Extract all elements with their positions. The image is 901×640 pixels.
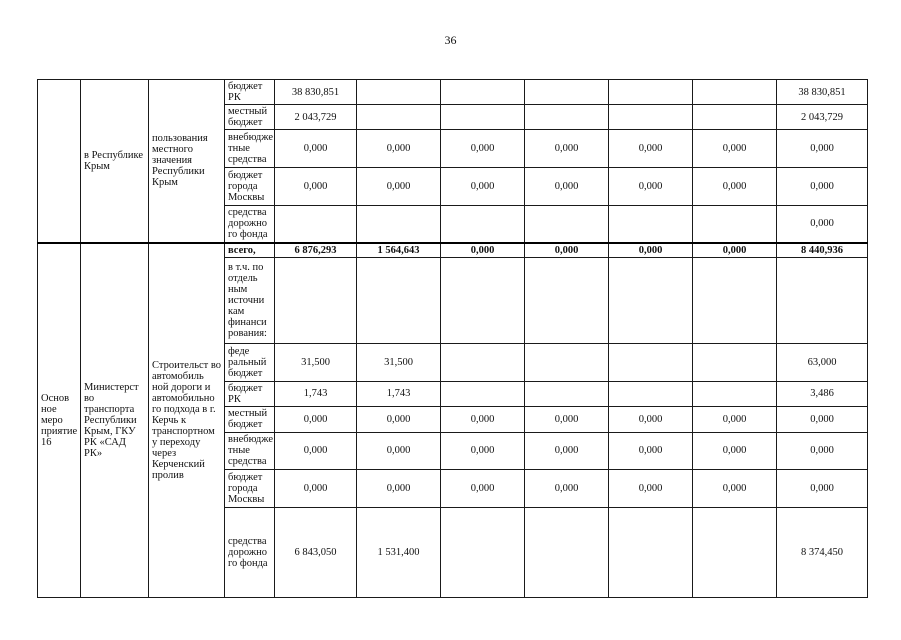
value-cell [357,80,441,105]
total-cell: 0,000 [777,206,868,243]
funding-source: всего, [225,243,275,258]
value-cell: 31,500 [357,343,441,381]
value-cell: 0,000 [275,168,357,206]
value-cell [275,257,357,343]
value-cell: 6 843,050 [275,507,357,597]
value-cell: 0,000 [441,168,525,206]
total-cell: 3,486 [777,381,868,406]
measure-cell [38,80,81,243]
value-cell: 0,000 [275,469,357,507]
value-cell: 1 564,643 [357,243,441,258]
value-cell: 0,000 [525,469,609,507]
funding-source: бюджет города Москвы [225,168,275,206]
value-cell: 0,000 [525,432,609,469]
value-cell: 0,000 [275,130,357,168]
total-cell: 8 440,936 [777,243,868,258]
value-cell [609,80,693,105]
funding-source: бюджет города Москвы [225,469,275,507]
total-cell: 38 830,851 [777,80,868,105]
value-cell: 1,743 [357,381,441,406]
value-cell [441,507,525,597]
value-cell: 31,500 [275,343,357,381]
total-cell: 0,000 [777,469,868,507]
value-cell [693,507,777,597]
value-cell [693,257,777,343]
funding-source: феде ральный бюджет [225,343,275,381]
value-cell [525,206,609,243]
total-cell: 0,000 [777,406,868,432]
funding-source: внебюдже тные средства [225,130,275,168]
value-cell [609,206,693,243]
value-cell: 0,000 [275,406,357,432]
value-cell: 0,000 [525,130,609,168]
budget-table [37,79,868,598]
description-cell: Строительст во автомобиль ной дороги и автомобильно го подхода в г. Керчь к транспортном у переходу через Керченский пролив [149,243,225,598]
value-cell [525,257,609,343]
value-cell [609,343,693,381]
value-cell: 1,743 [275,381,357,406]
measure-cell: Основ ное меро приятие 16 [38,243,81,598]
value-cell [609,507,693,597]
value-cell: 0,000 [441,406,525,432]
value-cell [441,206,525,243]
value-cell: 38 830,851 [275,80,357,105]
value-cell: 2 043,729 [275,105,357,130]
value-cell: 0,000 [357,469,441,507]
value-cell: 6 876,293 [275,243,357,258]
value-cell [441,80,525,105]
executor-cell: Министерст во транспорта Республики Крым, ГКУ РК «САД РК» [81,243,149,598]
value-cell: 0,000 [441,243,525,258]
value-cell [357,206,441,243]
value-cell: 0,000 [609,406,693,432]
value-cell: 0,000 [525,406,609,432]
total-cell: 0,000 [777,168,868,206]
value-cell [609,257,693,343]
total-cell: 2 043,729 [777,105,868,130]
value-cell [525,80,609,105]
value-cell: 0,000 [525,243,609,258]
value-cell [525,343,609,381]
funding-source: внебюдже тные средства [225,432,275,469]
value-cell [525,381,609,406]
value-cell [275,206,357,243]
value-cell [693,80,777,105]
value-cell [609,105,693,130]
funding-source: средства дорожно го фонда [225,206,275,243]
value-cell: 0,000 [609,243,693,258]
value-cell [693,105,777,130]
value-cell: 0,000 [357,130,441,168]
page-number: 36 [444,33,457,47]
value-cell: 0,000 [693,469,777,507]
value-cell [441,381,525,406]
value-cell: 0,000 [693,168,777,206]
total-cell: 8 374,450 [777,507,868,597]
funding-source: в т.ч. по отдель ным источни кам финанси рования: [225,257,275,343]
value-cell [525,507,609,597]
value-cell [525,105,609,130]
value-cell: 0,000 [441,130,525,168]
total-cell: 0,000 [777,432,868,469]
value-cell: 0,000 [357,406,441,432]
value-cell [693,206,777,243]
value-cell: 0,000 [609,168,693,206]
value-cell [693,381,777,406]
funding-source: местный бюджет [225,406,275,432]
value-cell: 0,000 [357,432,441,469]
funding-source: бюджет РК [225,80,275,105]
value-cell: 0,000 [275,432,357,469]
value-cell: 0,000 [357,168,441,206]
funding-source: бюджет РК [225,381,275,406]
value-cell: 0,000 [693,243,777,258]
value-cell [441,343,525,381]
value-cell: 1 531,400 [357,507,441,597]
value-cell: 0,000 [441,469,525,507]
value-cell [357,105,441,130]
value-cell [441,257,525,343]
total-cell [777,257,868,343]
value-cell [693,343,777,381]
value-cell: 0,000 [609,130,693,168]
description-cell: пользования местного значения Республики Крым [149,80,225,243]
value-cell: 0,000 [609,469,693,507]
value-cell: 0,000 [693,406,777,432]
value-cell: 0,000 [609,432,693,469]
total-cell: 0,000 [777,130,868,168]
funding-source: местный бюджет [225,105,275,130]
value-cell: 0,000 [693,130,777,168]
value-cell [357,257,441,343]
value-cell: 0,000 [525,168,609,206]
value-cell: 0,000 [441,432,525,469]
total-cell: 63,000 [777,343,868,381]
value-cell [441,105,525,130]
value-cell: 0,000 [693,432,777,469]
location-cell: в Республике Крым [81,80,149,243]
funding-source: средства дорожно го фонда [225,507,275,597]
table-row [38,80,868,105]
value-cell [609,381,693,406]
table-row [38,243,868,258]
